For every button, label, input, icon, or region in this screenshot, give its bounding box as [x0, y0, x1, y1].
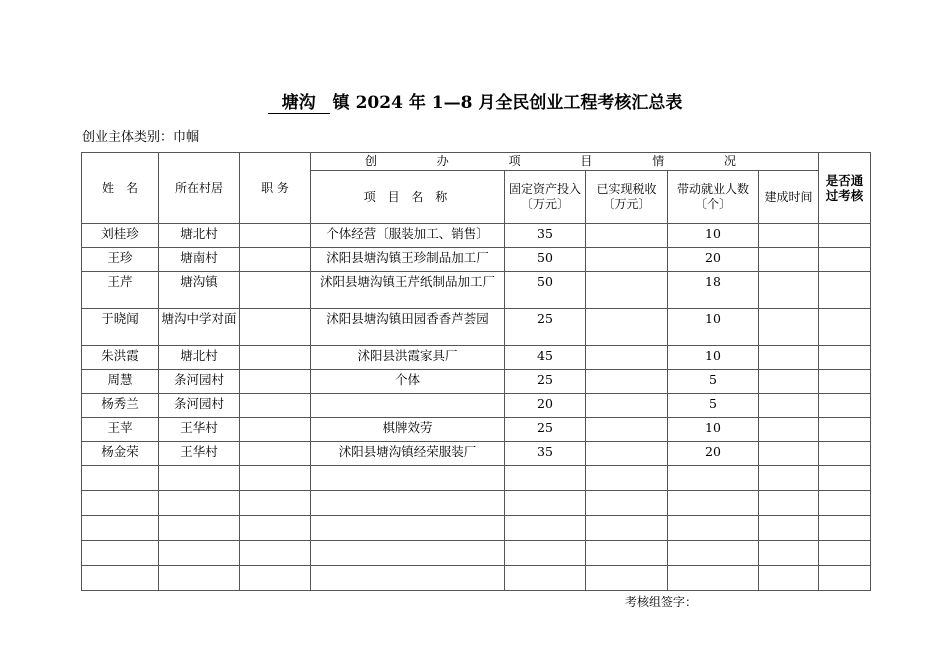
header-project-situation: 创 办 项 目 情 况 — [311, 153, 819, 171]
table-row — [82, 394, 871, 418]
header-project-name: 项 目 名 称 — [311, 171, 505, 224]
cell-position — [240, 394, 311, 418]
cell-project: 个体经营〔服装加工、销售〕 — [311, 224, 505, 248]
cell-name: 于晓闻 — [82, 309, 159, 346]
cell-time — [759, 370, 819, 394]
cell-tax — [586, 224, 668, 248]
table-row — [82, 566, 871, 591]
cell-passed — [819, 346, 871, 370]
title-rest: 镇 2024 年 1—8 月全民创业工程考核汇总表 — [332, 93, 683, 113]
cell-time — [759, 309, 819, 346]
cell-passed — [819, 566, 871, 591]
header-village: 所在村居 — [159, 153, 240, 224]
cell-tax — [586, 309, 668, 346]
cell-village: 王华村 — [159, 418, 240, 442]
cell-name — [82, 466, 159, 491]
subject-value: 巾帼 — [173, 130, 200, 145]
cell-tax — [586, 272, 668, 309]
cell-village — [159, 566, 240, 591]
cell-jobs: 20 — [668, 248, 759, 272]
cell-village: 塘南村 — [159, 248, 240, 272]
cell-village — [159, 491, 240, 516]
header-build-time: 建成时间 — [759, 171, 819, 224]
cell-tax — [586, 370, 668, 394]
cell-passed — [819, 516, 871, 541]
cell-position — [240, 346, 311, 370]
table-body — [82, 224, 871, 591]
cell-name — [82, 566, 159, 591]
cell-name: 王苹 — [82, 418, 159, 442]
cell-jobs: 5 — [668, 370, 759, 394]
header-fixed-assets: 固定资产投入〔万元〕 — [505, 171, 586, 224]
cell-name: 王芹 — [82, 272, 159, 309]
cell-name: 朱洪霞 — [82, 346, 159, 370]
cell-tax — [586, 248, 668, 272]
header-position: 职 务 — [240, 153, 311, 224]
cell-position — [240, 491, 311, 516]
cell-project — [311, 491, 505, 516]
cell-jobs — [668, 541, 759, 566]
cell-assets: 25 — [505, 370, 586, 394]
cell-name: 周慧 — [82, 370, 159, 394]
cell-passed — [819, 491, 871, 516]
cell-time — [759, 346, 819, 370]
cell-project: 棋牌效劳 — [311, 418, 505, 442]
cell-time — [759, 248, 819, 272]
cell-project — [311, 541, 505, 566]
cell-passed — [819, 418, 871, 442]
cell-name: 王珍 — [82, 248, 159, 272]
cell-village: 塘沟镇 — [159, 272, 240, 309]
cell-village — [159, 516, 240, 541]
page-title — [0, 88, 950, 114]
cell-project — [311, 566, 505, 591]
cell-jobs — [668, 491, 759, 516]
cell-time — [759, 516, 819, 541]
table-row — [82, 224, 871, 248]
signature-label: 考核组签字： — [625, 595, 698, 609]
cell-village: 条河园村 — [159, 370, 240, 394]
cell-project: 个体 — [311, 370, 505, 394]
cell-passed — [819, 224, 871, 248]
cell-position — [240, 272, 311, 309]
cell-tax — [586, 346, 668, 370]
cell-village: 塘北村 — [159, 224, 240, 248]
table-row — [82, 272, 871, 309]
cell-name — [82, 516, 159, 541]
cell-village — [159, 466, 240, 491]
cell-assets — [505, 516, 586, 541]
cell-position — [240, 516, 311, 541]
cell-position — [240, 248, 311, 272]
cell-name: 杨秀兰 — [82, 394, 159, 418]
cell-time — [759, 272, 819, 309]
cell-project — [311, 516, 505, 541]
cell-assets: 45 — [505, 346, 586, 370]
cell-project: 沭阳县塘沟镇王芹纸制品加工厂 — [311, 272, 505, 309]
cell-jobs: 20 — [668, 442, 759, 466]
cell-project: 沭阳县塘沟镇经荣服装厂 — [311, 442, 505, 466]
cell-village — [159, 541, 240, 566]
subject-label: 创业主体类别： — [82, 130, 174, 145]
cell-project: 沭阳县塘沟镇田园香香芦荟园 — [311, 309, 505, 346]
cell-passed — [819, 442, 871, 466]
cell-time — [759, 541, 819, 566]
cell-time — [759, 566, 819, 591]
cell-tax — [586, 566, 668, 591]
cell-village: 条河园村 — [159, 394, 240, 418]
cell-position — [240, 370, 311, 394]
cell-jobs: 10 — [668, 309, 759, 346]
header-tax: 已实现税收〔万元〕 — [586, 171, 668, 224]
cell-passed — [819, 370, 871, 394]
cell-position — [240, 309, 311, 346]
cell-jobs — [668, 516, 759, 541]
table-row — [82, 442, 871, 466]
cell-passed — [819, 309, 871, 346]
table-row — [82, 248, 871, 272]
cell-position — [240, 418, 311, 442]
cell-jobs: 18 — [668, 272, 759, 309]
cell-passed — [819, 272, 871, 309]
cell-assets: 25 — [505, 309, 586, 346]
cell-passed — [819, 394, 871, 418]
cell-jobs: 10 — [668, 346, 759, 370]
cell-jobs — [668, 466, 759, 491]
cell-tax — [586, 541, 668, 566]
cell-village: 塘北村 — [159, 346, 240, 370]
cell-project — [311, 466, 505, 491]
cell-name: 刘桂珍 — [82, 224, 159, 248]
cell-time — [759, 394, 819, 418]
cell-passed — [819, 466, 871, 491]
cell-jobs: 10 — [668, 224, 759, 248]
cell-jobs — [668, 566, 759, 591]
header-passed: 是否通过考核 — [819, 153, 871, 224]
header-jobs: 带动就业人数〔个〕 — [668, 171, 759, 224]
cell-name: 杨金荣 — [82, 442, 159, 466]
cell-assets — [505, 541, 586, 566]
cell-assets: 35 — [505, 224, 586, 248]
cell-passed — [819, 541, 871, 566]
summary-table — [81, 152, 871, 591]
table-row — [82, 370, 871, 394]
cell-project: 沭阳县洪霞家具厂 — [311, 346, 505, 370]
cell-assets: 50 — [505, 248, 586, 272]
cell-project: 沭阳县塘沟镇王珍制品加工厂 — [311, 248, 505, 272]
cell-position — [240, 541, 311, 566]
table-row — [82, 346, 871, 370]
cell-village: 王华村 — [159, 442, 240, 466]
cell-name — [82, 541, 159, 566]
cell-assets — [505, 491, 586, 516]
cell-tax — [586, 516, 668, 541]
cell-name — [82, 491, 159, 516]
cell-tax — [586, 491, 668, 516]
cell-assets: 20 — [505, 394, 586, 418]
header-name: 姓 名 — [82, 153, 159, 224]
table-row — [82, 418, 871, 442]
cell-time — [759, 442, 819, 466]
cell-project — [311, 394, 505, 418]
cell-position — [240, 566, 311, 591]
cell-jobs: 10 — [668, 418, 759, 442]
title-town: 塘沟 — [268, 88, 330, 114]
cell-tax — [586, 418, 668, 442]
cell-assets — [505, 466, 586, 491]
cell-assets — [505, 566, 586, 591]
cell-time — [759, 491, 819, 516]
cell-tax — [586, 466, 668, 491]
table-row — [82, 466, 871, 491]
cell-tax — [586, 394, 668, 418]
table-row — [82, 491, 871, 516]
table-row — [82, 541, 871, 566]
cell-assets: 50 — [505, 272, 586, 309]
cell-time — [759, 418, 819, 442]
cell-tax — [586, 442, 668, 466]
cell-time — [759, 466, 819, 491]
table-row — [82, 309, 871, 346]
cell-time — [759, 224, 819, 248]
cell-village: 塘沟中学对面 — [159, 309, 240, 346]
cell-position — [240, 224, 311, 248]
cell-position — [240, 466, 311, 491]
cell-assets: 25 — [505, 418, 586, 442]
cell-assets: 35 — [505, 442, 586, 466]
cell-passed — [819, 248, 871, 272]
subject-category — [82, 126, 199, 145]
table-row — [82, 516, 871, 541]
cell-position — [240, 442, 311, 466]
cell-jobs: 5 — [668, 394, 759, 418]
